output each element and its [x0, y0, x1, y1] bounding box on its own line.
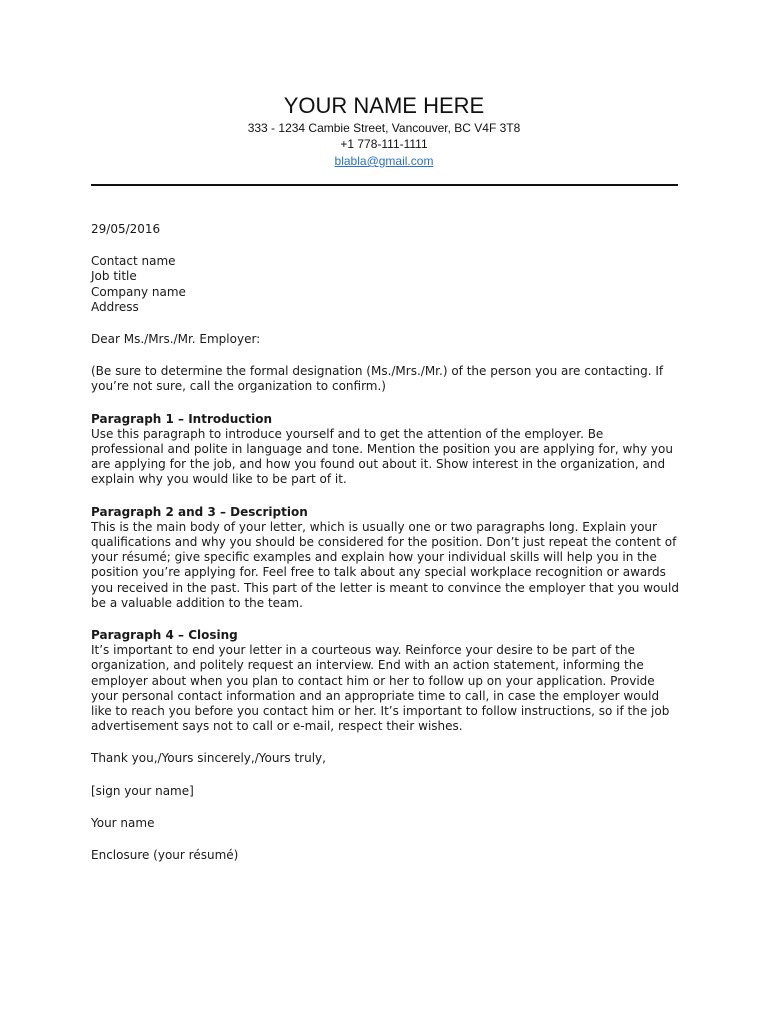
- section-heading: Paragraph 1 – Introduction: [91, 411, 272, 426]
- recipient-address: Address: [91, 299, 139, 314]
- paragraph-line: employer about when you plan to contact him or her to follow up on your application. Provide: [91, 673, 655, 688]
- sender-phone: +1 778-111-1111: [340, 137, 428, 151]
- paragraph-line: your personal contact information and an appropriate time to call, in case the employer would: [91, 688, 660, 703]
- paragraph-line: like to reach you before you contact him or her. It’s important to follow instructions, so if the job: [91, 704, 670, 719]
- paragraph-line: organization, and politely request an interview. End with an action statement, informing the: [91, 658, 644, 673]
- signature-placeholder: [sign your name]: [91, 783, 194, 798]
- paragraph-line: are applying for the job, and how you found out about it. Show interest in the organization, and: [91, 457, 666, 472]
- typed-name: Your name: [91, 815, 155, 830]
- section-closing: [91, 628, 681, 734]
- paragraph-line: Use this paragraph to introduce yourself and to get the attention of the employer. Be: [91, 426, 604, 441]
- section-heading: Paragraph 4 – Closing: [91, 628, 238, 643]
- paragraph-line: professional and polite in language and tone. Mention the position you are applying for, why you: [91, 442, 673, 457]
- paragraph-line: advertisement says not to call or e-mail, respect their wishes.: [91, 719, 463, 734]
- paragraph-line: This is the main body of your letter, which is usually one or two paragraphs long. Explain your: [91, 519, 657, 534]
- recipient-contact-name: Contact name: [91, 254, 176, 269]
- paragraph-line: be a valuable addition to the team.: [91, 595, 303, 610]
- section-heading: Paragraph 2 and 3 – Description: [91, 504, 308, 519]
- section-description: [91, 505, 681, 611]
- paragraph-line: It’s important to end your letter in a courteous way. Reinforce your desire to be part of the: [91, 643, 635, 658]
- header-divider: [91, 184, 678, 186]
- note-line: you’re not sure, call the organization to confirm.): [91, 379, 386, 394]
- recipient-block: [91, 254, 681, 315]
- paragraph-line: explain why you would like to be part of it.: [91, 472, 347, 487]
- recipient-job-title: Job title: [91, 269, 137, 284]
- recipient-company-name: Company name: [91, 284, 186, 299]
- letterhead: [0, 92, 768, 170]
- paragraph-line: qualifications and why you should be considered for the position. Don’t just repeat the content of: [91, 535, 677, 550]
- designation-note: [91, 364, 681, 394]
- letter-body: [91, 222, 681, 863]
- salutation: Dear Ms./Mrs./Mr. Employer:: [91, 332, 261, 347]
- complimentary-close: Thank you,/Yours sincerely,/Yours truly,: [91, 751, 326, 766]
- paragraph-line: your résumé; give specific examples and explain how your individual skills will help you in the: [91, 550, 657, 565]
- sender-name: YOUR NAME HERE: [283, 93, 485, 118]
- enclosure-line: Enclosure (your résumé): [91, 848, 239, 863]
- paragraph-line: position you’re applying for. Feel free to talk about any special workplace recognition or awards: [91, 565, 666, 580]
- sender-email-link[interactable]: blabla@gmail.com: [334, 154, 434, 168]
- section-introduction: [91, 412, 681, 488]
- sender-address: 333 - 1234 Cambie Street, Vancouver, BC V4F 3T8: [247, 121, 521, 135]
- note-line: (Be sure to determine the formal designation (Ms./Mrs./Mr.) of the person you are contacting. If: [91, 364, 664, 379]
- paragraph-line: you received in the past. This part of the letter is meant to convince the employer that you would: [91, 580, 679, 595]
- letter-date: 29/05/2016: [91, 222, 161, 236]
